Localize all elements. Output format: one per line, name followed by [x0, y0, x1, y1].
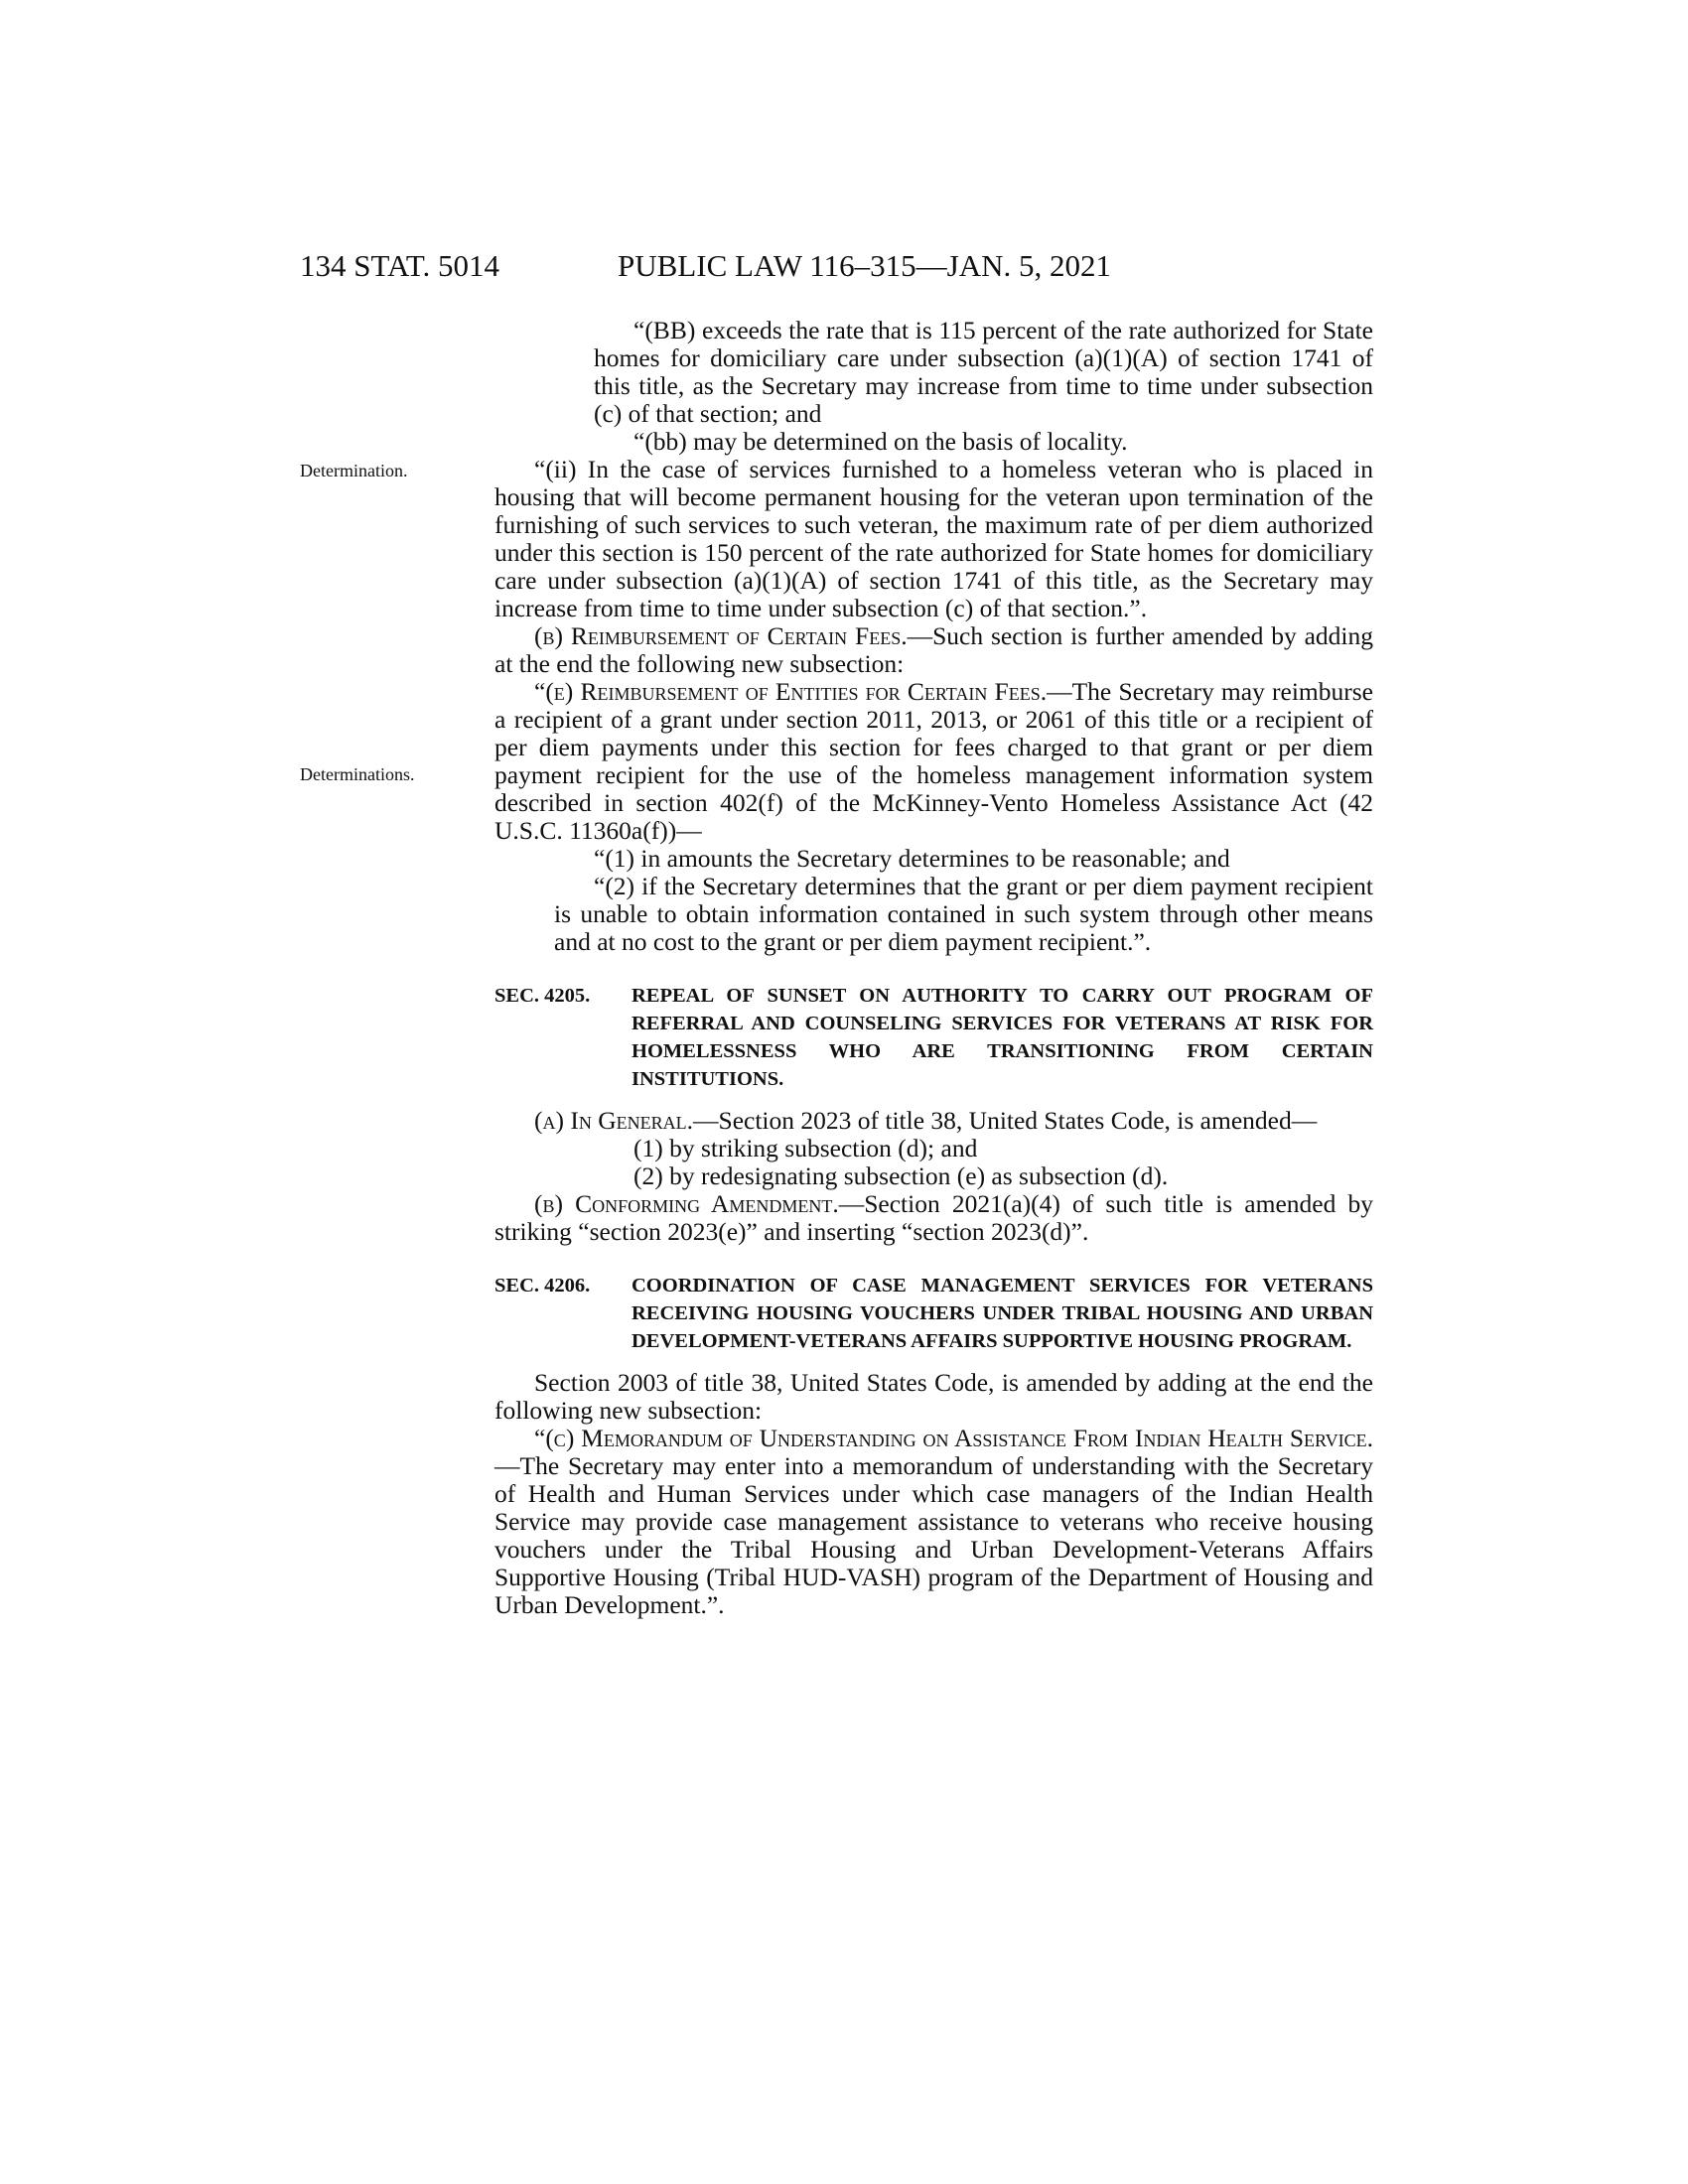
section-number: SEC. 4205.	[494, 985, 591, 1007]
list-item-1: (1) by striking subsection (d); and	[633, 1134, 978, 1162]
section-title: REPEAL OF SUNSET ON AUTHORITY TO CARRY OUT PROGRAM OF REFERRAL AND COUNSELING SERVICES FOR VETERANS AT RISK FOR HOMELESSNESS WHO ARE TRANSITIONING FROM CERTAIN INSTITUTIONS.	[632, 985, 1373, 1090]
section-number: SEC. 4206.	[494, 1275, 591, 1297]
subsection-text: —The Secretary may enter into a memorandum of understanding with the Secretary of Health and Human Services under which case managers of the Indian Health Service may provide case management assistance to veterans who receive housing vouchers under the Tribal Housing and Urban Development-Veterans Affairs Supportive Housing (Tribal HUD-VASH) program of the Department of Housing and Urban Development.”.	[494, 1451, 1373, 1619]
section-title: COORDINATION OF CASE MANAGEMENT SERVICES FOR VETERANS RECEIVING HOUSING VOUCHERS UNDER TRIBAL HOUSING AND URBAN DEVELOPMENT-VETERANS AFFAIRS SUPPORTIVE HOUSING PROGRAM.	[632, 1275, 1373, 1352]
paragraph-a-in-general	[494, 1107, 1373, 1135]
public-law-title: PUBLIC LAW 116–315—JAN. 5, 2021	[618, 248, 1111, 283]
paragraph-bb-lower: “(bb) may be determined on the basis of locality.	[633, 427, 1128, 456]
paragraph-c-memorandum	[494, 1425, 1373, 1619]
document-body	[494, 317, 1373, 1619]
statute-page-number: 134 STAT. 5014	[300, 248, 500, 283]
paragraph-ii: “(ii) In the case of services furnished to a homeless veteran who is placed in housing that will become permanent housing for the veteran upon termination of the furnishing of such services to such veteran, the maximum rate of per diem authorized under this section is 150 percent of the rate authorized for State homes for domiciliary care under subsection (a)(1)(A) of section 1741 of this title, as the Secretary may increase from time to time under subsection (c) of that section.”.	[494, 455, 1373, 622]
subsection-heading: (a) In General.	[534, 1106, 694, 1135]
margin-note-determinations: Determinations.	[300, 764, 415, 784]
paragraph-item-2: “(2) if the Secretary determines that the grant or per diem payment recipient is unable to obtain information contained in such system through other means and at no cost to the grant or per diem payment recipient.”.	[554, 872, 1373, 956]
subsection-text: —Such section is further amended by adding at the end the following new subsection:	[494, 621, 1374, 678]
page-header	[300, 248, 1372, 288]
paragraph-item-1: “(1) in amounts the Secretary determines to be reasonable; and	[594, 844, 1230, 873]
subsection-heading: “(e) Reimbursement of Entities for Certain Fees.	[534, 677, 1048, 706]
paragraph-intro: Section 2003 of title 38, United States Code, is amended by adding at the end the following new subsection:	[494, 1368, 1373, 1425]
subsection-heading: (b) Reimbursement of Certain Fees.	[534, 621, 908, 650]
subsection-text: —Section 2023 of title 38, United States Code, is amended—	[693, 1106, 1318, 1135]
subsection-heading: “(c) Memorandum of Understanding on Assistance From Indian Health Service.	[534, 1424, 1373, 1452]
subsection-text: —Section 2021(a)(4) of such title is amended by striking “section 2023(e)” and inserting “section 2023(d)”.	[494, 1189, 1373, 1246]
paragraph-e-reimbursement	[494, 678, 1373, 845]
paragraph-b-reimbursement	[494, 622, 1373, 678]
section-4206-heading	[494, 1272, 1373, 1355]
section-4205-heading	[494, 982, 1373, 1093]
paragraph-bb-upper: “(BB) exceeds the rate that is 115 percent of the rate authorized for State homes for domiciliary care under subsection (a)(1)(A) of section 1741 of this title, as the Secretary may increase from time to time under subsection (c) of that section; and	[594, 316, 1373, 428]
list-item-2: (2) by redesignating subsection (e) as subsection (d).	[633, 1161, 1169, 1190]
paragraph-b-conforming	[494, 1190, 1373, 1246]
margin-note-determination: Determination.	[300, 461, 408, 480]
subsection-heading: (b) Conforming Amendment.	[534, 1189, 839, 1218]
subsection-text: —The Secretary may reimburse a recipient of a grant under section 2011, 2013, or 2061 of this title or a recipient of per diem payments under this section for fees charged to that grant or per diem payment recipient for the use of the homeless management information system described in section 402(f) of the McKinney-Vento Homeless Assistance Act (42 U.S.C. 11360a(f))—	[494, 677, 1373, 845]
